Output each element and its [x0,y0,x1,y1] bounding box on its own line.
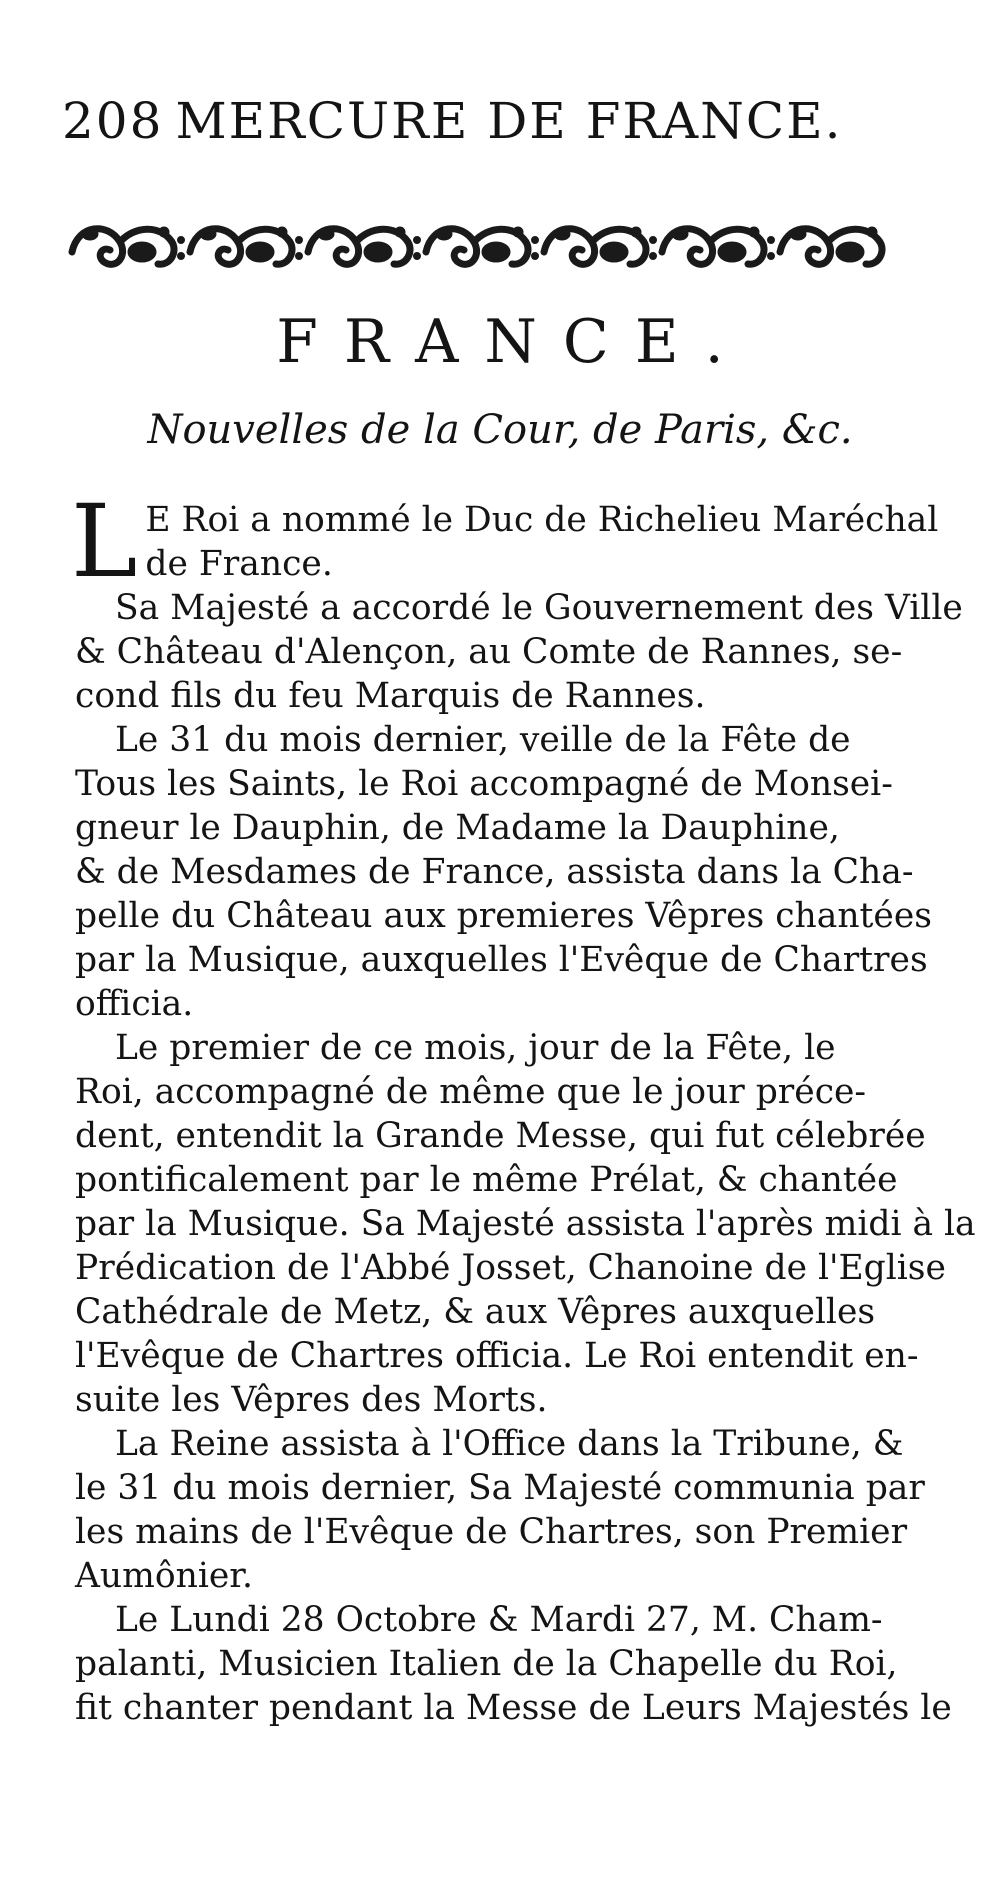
ornament-scroll-unit [662,227,775,264]
paragraph-1 [71,483,939,600]
text-line: Cathédrale de Metz, & aux Vêpres auxquelles [75,1292,876,1332]
page-number: 208 [62,92,164,150]
text-line: Le premier de ce mois, jour de la Fête, le [115,1028,836,1068]
ornament-scroll-unit [308,227,421,264]
text-line: Aumônier. [75,1556,253,1596]
paragraph-5 [75,1422,925,1598]
ornament-scroll-unit [72,227,185,264]
text-line: fit chanter pendant la Messe de Leurs Majestés le [75,1688,952,1728]
ornament-scroll-unit [426,227,539,264]
text-line: pontificalement par le même Prélat, & chantée [75,1160,898,1200]
drop-cap-letter: L [71,483,138,600]
text-line: dent, entendit la Grande Messe, qui fut célebrée [75,1116,926,1156]
section-subtitle: Nouvelles de la Cour, de Paris, &c. [147,407,853,453]
text-line: par la Musique, auxquelles l'Evêque de Chartres [75,940,928,980]
paragraph-4 [75,1026,976,1422]
text-line: Roi, accompagné de même que le jour préce- [75,1072,867,1112]
paragraph-6 [75,1598,952,1730]
text-line: & Château d'Alençon, au Comte de Rannes, se- [75,632,903,672]
running-title: MERCURE DE FRANCE. [175,92,843,150]
text-line: Le 31 du mois dernier, veille de la Fête de [115,720,851,760]
article-body [71,483,976,1730]
ornamental-headpiece [62,212,892,284]
text-line: suite les Vêpres des Morts. [75,1380,548,1420]
text-line: par la Musique. Sa Majesté assista l'après midi à la [75,1204,976,1244]
text-line: Prédication de l'Abbé Josset, Chanoine de l'Eglise [75,1248,946,1288]
text-line: Sa Majesté a accordé le Gouvernement des Ville [115,588,963,628]
section-title: FRANCE. [276,307,750,377]
text-line: La Reine assista à l'Office dans la Tribune, & [115,1424,904,1464]
ornament-scroll-unit [544,227,657,264]
paragraph-2 [75,586,963,718]
text-line: le 31 du mois dernier, Sa Majesté communia par [75,1468,925,1508]
text-line: Tous les Saints, le Roi accompagné de Monsei- [75,764,893,804]
text-line: E Roi a nommé le Duc de Richelieu Maréchal [145,500,939,540]
ornament-scroll-unit [190,227,303,264]
text-line: pelle du Château aux premieres Vêpres chantées [75,896,932,936]
text-line: gneur le Dauphin, de Madame la Dauphine, [75,808,840,848]
text-line: l'Evêque de Chartres officia. Le Roi entendit en- [75,1336,919,1376]
ornament-scroll-unit [780,227,882,264]
text-line: palanti, Musicien Italien de la Chapelle du Roi, [75,1644,898,1684]
text-line: cond fils du feu Marquis de Rannes. [75,676,706,716]
text-line: Le Lundi 28 Octobre & Mardi 27, M. Cham- [115,1600,883,1640]
text-line: les mains de l'Evêque de Chartres, son Premier [75,1512,908,1552]
text-line: de France. [145,544,333,584]
text-line: & de Mesdames de France, assista dans la Cha- [75,852,914,892]
text-line: officia. [75,984,194,1024]
paragraph-3 [75,718,932,1026]
running-header [62,92,843,150]
